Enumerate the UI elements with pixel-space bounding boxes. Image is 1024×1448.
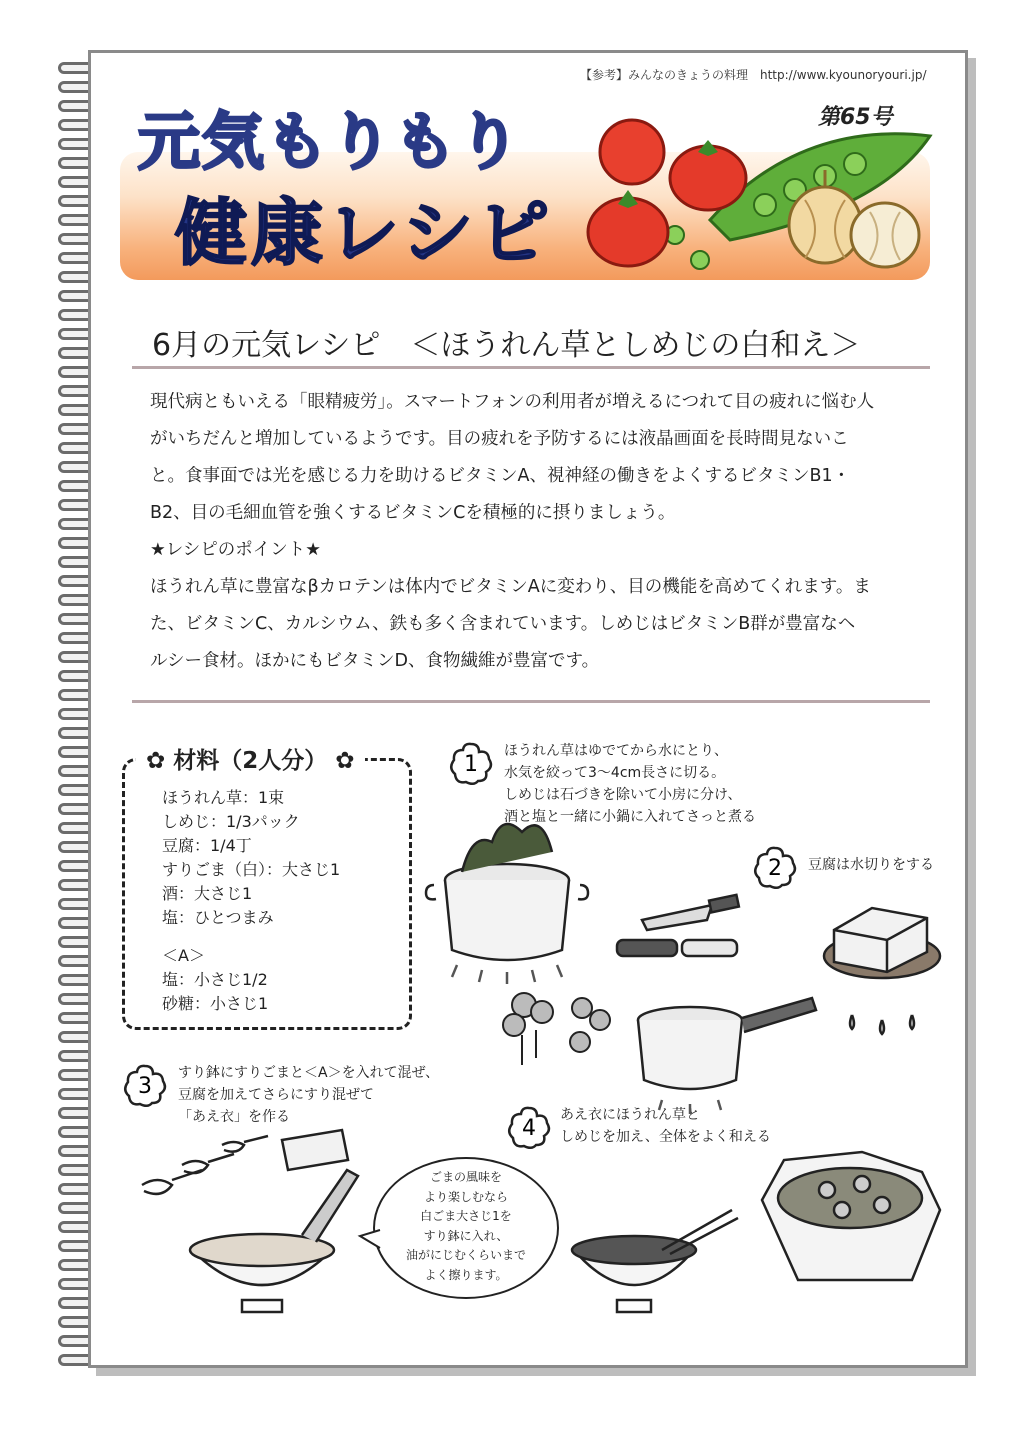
ingredient-item: ＜A＞ <box>162 946 205 965</box>
step-2-text: 豆腐は水切りをする <box>808 857 934 873</box>
ingredient-item: すりごま（白）：大さじ1 <box>162 860 341 879</box>
tofu-icon <box>824 908 940 1034</box>
flower-icon: ✿ <box>146 748 174 774</box>
intro-line: ルシー食材。ほかにもビタミンD、食物繊維が豊富です。 <box>150 651 600 671</box>
tomato-icon <box>588 120 746 266</box>
intro-text <box>150 384 922 680</box>
mixing-bowl-icon <box>572 1210 738 1312</box>
intro-line: と。食事面では光を感じる力を助けるビタミンA、視神経の働きをよくするビタミンB1・ <box>150 466 851 486</box>
ingredient-item: 塩：小さじ1/2 <box>162 970 268 989</box>
ingredient-item: 酒：大さじ1 <box>162 884 253 903</box>
issue-number: 第65号 <box>818 105 893 130</box>
recipe-title: 6月の元気レシピ ＜ほうれん草としめじの白和え＞ <box>152 328 861 363</box>
ingredient-item: ほうれん草：1束 <box>162 788 285 807</box>
intro-line: がいちだんと増加しているようです。目の疲れを予防するには液晶画面を長時間見ないこ <box>150 429 849 449</box>
svg-text:3: 3 <box>138 1074 152 1099</box>
ingredient-item: 豆腐：1/4丁 <box>162 836 252 855</box>
intro-line: ほうれん草に豊富なβカロテンは体内でビタミンAに変わり、目の機能を高めてくれます。ま <box>150 577 871 597</box>
svg-text:1: 1 <box>464 752 478 777</box>
ingredients-heading: ✿ 材料（2人分） ✿ <box>136 742 365 775</box>
vegetables-illustration <box>580 100 940 280</box>
serving-bowl-icon <box>762 1152 940 1280</box>
logo-line-1: 元気もりもり <box>138 105 523 178</box>
step-1-text: ほうれん草はゆでてから水にとり、 水気を絞って3〜4cm長さに切る。 しめじは石づきを除いて小房に分け、 酒と塩と一緒に小鍋に入れてさっと煮る <box>504 743 756 825</box>
step-4-text: あえ衣にほうれん草と しめじを加え、全体をよく和える <box>560 1107 771 1145</box>
logo-line-2: 健康レシピ <box>175 191 554 275</box>
svg-text:2: 2 <box>768 856 782 881</box>
intro-line: た、ビタミンC、カルシウム、鉄も多く含まれています。しめじはビタミンB群が豊富なヘ <box>150 614 856 634</box>
tip-text: ごまの風味を より楽しむなら 白ごま大さじ1を すり鉢に入れ、 油がにじむくらいまで よく擦ります。 <box>405 1170 526 1282</box>
knife-icon <box>617 895 739 956</box>
intro-line: ★レシピのポイント★ <box>150 540 321 560</box>
svg-text:4: 4 <box>522 1116 536 1141</box>
intro-divider <box>132 700 930 703</box>
title-divider <box>132 366 930 369</box>
ingredient-item: 砂糖：小さじ1 <box>162 994 269 1013</box>
ingredient-item: しめじ：1/3パック <box>162 812 300 831</box>
ingredient-item: 塩：ひとつまみ <box>162 908 274 927</box>
saucepan-icon <box>638 998 816 1114</box>
pot-icon <box>426 824 588 984</box>
reference-source: 【参考】みんなのきょうの料理 http://www.kyounoryouri.jp/ <box>580 68 927 82</box>
cooking-illustrations <box>122 780 952 1340</box>
intro-line: B2、目の毛細血管を強くするビタミンCを積極的に摂りましょう。 <box>150 503 676 523</box>
step-3-text: すり鉢にすりごまと＜A＞を入れて混ぜ、 豆腐を加えてさらにすり混ぜて 「あえ衣」を作る <box>178 1065 440 1125</box>
intro-line: 現代病ともいえる「眼精疲労」。スマートフォンの利用者が増えるにつれて目の疲れに悩む人 <box>150 392 875 412</box>
mortar-bowl-icon <box>142 1130 358 1312</box>
mushroom-icon <box>503 993 610 1065</box>
tip-bubble-tail <box>360 1230 380 1248</box>
flower-icon: ✿ <box>327 748 355 774</box>
